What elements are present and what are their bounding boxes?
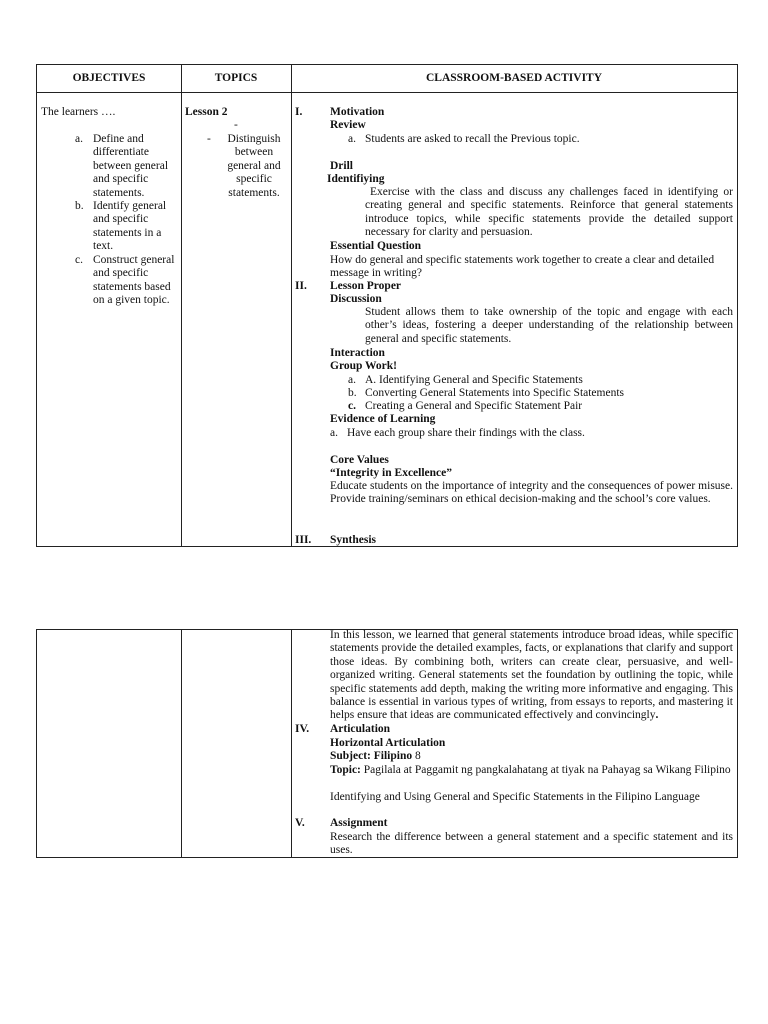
core-values-text: Educate students on the importance of integrity and the consequences of power misuse. Provide training/seminars on ethical decision-making and the school’s core values. — [330, 480, 733, 506]
topic-line: Topic: Pagilala at Paggamit ng pangkalahatang at tiyak na Pahayag sa Wikang Filipino — [330, 764, 731, 776]
section-title-assignment: Assignment — [330, 817, 388, 829]
horizontal-articulation-title: Horizontal Articulation — [330, 737, 446, 749]
header-topics: TOPICS — [214, 71, 258, 84]
evidence-title: Evidence of Learning — [330, 413, 436, 425]
group-work-item: Creating a General and Specific Statement Pair — [365, 400, 583, 412]
review-title: Review — [330, 119, 366, 131]
objective-item: Construct general and specific statements based on a given topic. — [93, 254, 175, 307]
group-work-item: Converting General Statements into Specific Statements — [365, 387, 625, 399]
section-title-lesson-proper: Lesson Proper — [330, 280, 402, 292]
synthesis-text: In this lesson, we learned that general statements introduce broad ideas, while specific statements provide the detailed examples, facts, or explanations that clarify and support those ideas. By combining both, writers can create clear, persuasive, and well-organized writing. General statements set the foundation by outlining the topic, while specific statements add depth, making the writing more informative and engaging. This balance is essential in various types of writing, from essays to reports, and mastering it helps ensure that ideas are communicated effectively and convincingly. — [330, 629, 733, 722]
essential-question-text: How do general and specific statements work together to create a clear and detailed message in writing? — [330, 254, 715, 280]
objective-marker: a. — [75, 133, 83, 145]
group-work-title: Group Work! — [330, 360, 397, 372]
group-work-marker: a. — [348, 374, 356, 386]
column-divider — [181, 630, 182, 857]
discussion-text: Student allows them to take ownership of the topic and engage with each other’s ideas, fostering a deeper understanding of the relationship between general and specific statements. — [365, 306, 733, 345]
lesson-plan-table-continued — [36, 629, 738, 858]
topic-lesson: Lesson 2 — [185, 106, 228, 118]
essential-question-title: Essential Question — [330, 240, 422, 252]
drill-text: Exercise with the class and discuss any challenges faced in identifying or creating general and specific statements. Reinforce that general statements introduce topics, while specific statements provide the detailed support necessary for clarity and persuasion. — [365, 186, 733, 239]
evidence-item: Have each group share their findings with the class. — [347, 427, 585, 439]
review-item: Students are asked to recall the Previous topic. — [365, 133, 580, 145]
header-activity: CLASSROOM-BASED ACTIVITY — [425, 71, 603, 84]
topic-bullet: - — [207, 133, 211, 145]
section-number: I. — [295, 106, 303, 118]
section-number: IV. — [295, 723, 310, 735]
evidence-marker: a. — [330, 427, 338, 439]
interaction-title: Interaction — [330, 347, 385, 359]
topic-english: Identifying and Using General and Specific Statements in the Filipino Language — [330, 791, 700, 803]
section-title-synthesis: Synthesis — [330, 534, 377, 546]
review-marker: a. — [348, 133, 356, 145]
topic-text: Distinguish between general and specific statements. — [227, 133, 281, 199]
lesson-plan-table — [36, 64, 738, 547]
group-work-item: A. Identifying General and Specific Statements — [365, 374, 583, 386]
assignment-text: Research the difference between a general statement and a specific statement and its uses. — [330, 831, 733, 857]
section-number: II. — [295, 280, 307, 292]
column-divider — [291, 630, 292, 857]
header-divider — [37, 92, 737, 93]
objectives-intro: The learners …. — [41, 106, 116, 118]
group-work-marker: b. — [348, 387, 357, 399]
column-divider — [291, 65, 292, 546]
objective-item: Identify general and specific statements in a text. — [93, 200, 167, 253]
objective-marker: b. — [75, 200, 84, 212]
objective-item: Define and differentiate between general and specific statements. — [93, 133, 169, 199]
discussion-title: Discussion — [330, 293, 382, 305]
topic-dash: - — [234, 119, 238, 131]
identifying-title: Identifiying — [327, 173, 385, 185]
header-objectives: OBJECTIVES — [72, 71, 146, 84]
section-title-articulation: Articulation — [330, 723, 391, 735]
core-values-subtitle: “Integrity in Excellence” — [330, 467, 453, 479]
section-title-motivation: Motivation — [330, 106, 385, 118]
objective-marker: c. — [75, 254, 83, 266]
column-divider — [181, 65, 182, 546]
core-values-title: Core Values — [330, 454, 389, 466]
section-number: V. — [295, 817, 305, 829]
section-number: III. — [295, 534, 312, 546]
group-work-marker: c. — [348, 400, 356, 412]
drill-title: Drill — [330, 160, 353, 172]
subject-line: Subject: Filipino 8 — [330, 750, 421, 762]
